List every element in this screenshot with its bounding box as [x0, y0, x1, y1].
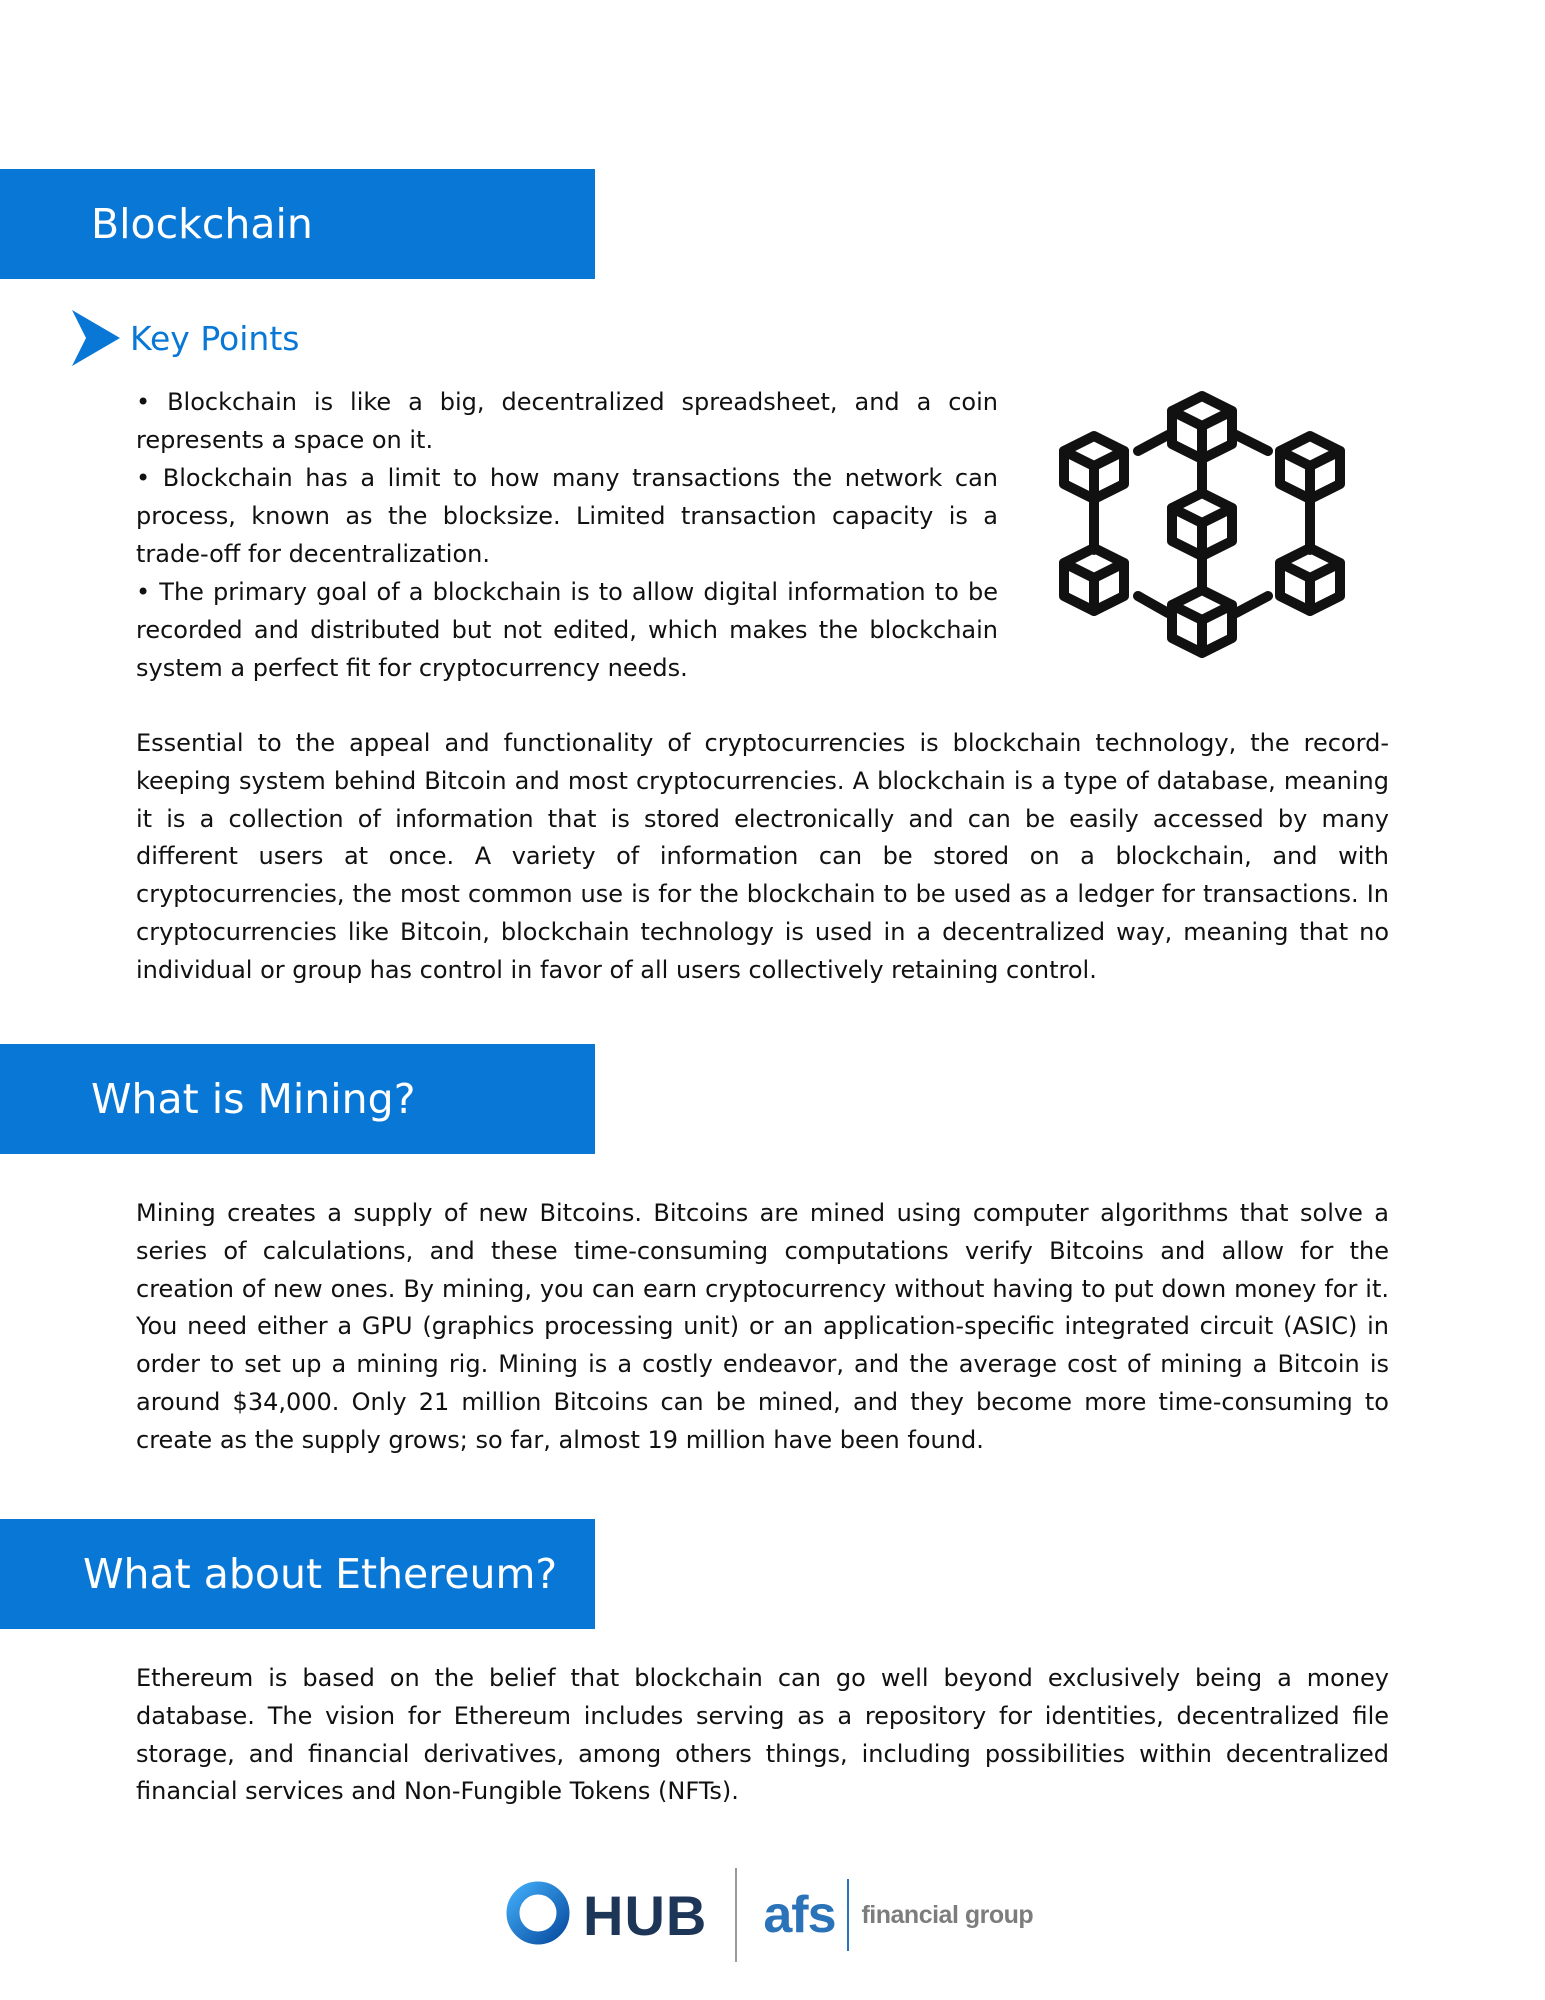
afs-logo-subtext: financial group — [861, 1900, 1034, 1929]
key-points-list — [136, 383, 998, 687]
section-header-mining — [0, 1044, 595, 1154]
key-points-heading — [72, 310, 299, 366]
cube-top — [1172, 396, 1232, 459]
cube-lower-right — [1280, 548, 1340, 611]
section-title-blockchain: Blockchain — [91, 200, 313, 248]
cube-bottom — [1172, 590, 1232, 653]
key-point-item: • Blockchain is like a big, decentralized spreadsheet, and a coin represents a space on it. — [136, 388, 998, 454]
section-header-ethereum — [0, 1519, 595, 1629]
hub-ring-icon — [505, 1880, 571, 1950]
afs-logo-bar — [847, 1879, 849, 1951]
section-title-ethereum: What about Ethereum? — [83, 1550, 558, 1598]
section-header-blockchain — [0, 169, 595, 279]
section-title-mining: What is Mining? — [91, 1075, 416, 1123]
blockchain-body-text: Essential to the appeal and functionality of cryptocurrencies is blockchain technology, the record-keeping system behind Bitcoin and most cryptocurrencies. A blockchain is a type of database, meaning it is a collection of information that is stored electronically and can be easily accessed by many different users at once. A variety of information can be stored on a blockchain, and with cryptocurrencies, the most common use is for the blockchain to be used as a ledger for transactions. In cryptocurrencies like Bitcoin, blockchain technology is used in a decentralized way, meaning that no individual or group has control in favor of all users collectively retaining control. — [136, 729, 1389, 984]
hub-logo — [505, 1880, 707, 1950]
blockchain-network-icon — [1058, 378, 1348, 668]
cube-lower-left — [1064, 548, 1124, 611]
key-points-title: Key Points — [130, 318, 300, 358]
afs-logo — [763, 1879, 1033, 1951]
hub-logo-text: HUB — [583, 1883, 708, 1947]
mining-body-text: Mining creates a supply of new Bitcoins. Bitcoins are mined using computer algorithms that solve a series of calculations, and these time-consuming computations verify Bitcoins and allow for the creation of new ones. By mining, you can earn cryptocurrency without having to put down money for it. You need either a GPU (graphics processing unit) or an application-specific integrated circuit (ASIC) in order to set up a mining rig. Mining is a costly endeavor, and the average cost of mining a Bitcoin is around $34,000. Only 21 million Bitcoins can be mined, and they become more time-consuming to create as the supply grows; so far, almost 19 million have been found. — [136, 1199, 1389, 1454]
afs-logo-text: afs — [763, 1886, 836, 1944]
cube-center — [1172, 493, 1232, 556]
arrow-right-icon — [72, 310, 122, 366]
cube-upper-right — [1280, 436, 1340, 499]
cube-upper-left — [1064, 436, 1124, 499]
footer-logos — [505, 1865, 1033, 1965]
key-point-item: • The primary goal of a blockchain is to allow digital information to be recorded and distributed but not edited, which makes the blockchain system a perfect fit for cryptocurrency needs. — [136, 578, 998, 682]
key-point-item: • Blockchain has a limit to how many transactions the network can process, known as the blocksize. Limited transaction capacity is a trade-off for decentralization. — [136, 464, 998, 568]
footer-divider — [735, 1868, 737, 1962]
ethereum-body-text: Ethereum is based on the belief that blockchain can go well beyond exclusively being a money database. The vision for Ethereum includes serving as a repository for identities, decentralized file storage, and financial derivatives, among others things, including possibilities within decentralized financial services and Non-Fungible Tokens (NFTs). — [136, 1664, 1389, 1806]
